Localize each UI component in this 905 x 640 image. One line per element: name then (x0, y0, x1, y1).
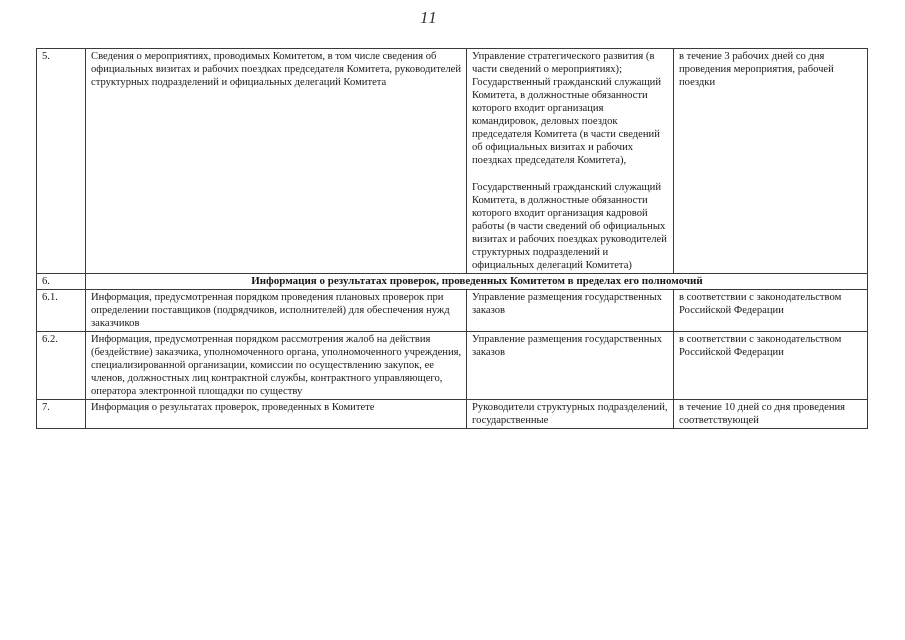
page-number: 11 (420, 8, 438, 27)
section-title: Информация о результатах проверок, проведенных Комитетом в пределах его полномочий (86, 274, 868, 290)
info-cell: Информация, предусмотренная порядком рассмотрения жалоб на действия (бездействие) заказчика, уполномоченного органа, уполномоченного учреждения, специализированной организации, комиссии по осуществлению закупок, ее членов, должностных лиц контрактной службы, контрактного управляющего, оператора электронной площадки по существу (86, 332, 467, 400)
responsible-paragraph: Управление стратегического развития (в части сведений о мероприятиях); (472, 51, 655, 75)
info-cell: Информация, предусмотренная порядком проведения плановых проверок при определении поставщиков (подрядчиков, исполнителей) для обеспечения нужд заказчиков (86, 290, 467, 332)
info-cell: Сведения о мероприятиях, проводимых Комитетом, в том числе сведения об официальных визитах и рабочих поездках председателя Комитета, руководителей структурных подразделений и официальных делегаций Комитета (86, 49, 467, 274)
term-cell: в течение 10 дней со дня проведения соответствующей (674, 400, 868, 429)
term-cell: в соответствии с законодательством Российской Федерации (674, 290, 868, 332)
table-row (37, 290, 868, 332)
info-cell: Информация о результатах проверок, проведенных в Комитете (86, 400, 467, 429)
term-cell: в течение 3 рабочих дней со дня проведения мероприятия, рабочей поездки (674, 49, 868, 274)
term-cell: в соответствии с законодательством Российской Федерации (674, 332, 868, 400)
responsible-cell: Управление размещения государственных заказов (467, 290, 674, 332)
disclosure-table (36, 48, 868, 429)
section-row (37, 274, 868, 290)
table-row (37, 49, 868, 274)
row-number: 6.2. (37, 332, 86, 400)
responsible-cell: Руководители структурных подразделений, государственные (467, 400, 674, 429)
responsible-cell (467, 49, 674, 274)
row-number: 7. (37, 400, 86, 429)
responsible-paragraph: Государственный гражданский служащий Комитета, в должностные обязанности которого входит организация кадровой работы (в части сведений об официальных визитах и рабочих поездках руководителей структурных подразделений и официальных делегаций Комитета) (472, 182, 667, 271)
row-number: 6. (37, 274, 86, 290)
table-row (37, 332, 868, 400)
row-number: 6.1. (37, 290, 86, 332)
responsible-paragraph: Государственный гражданский служащий Комитета, в должностные обязанности которого входит организация командировок, деловых поездок председателя Комитета (в части сведений об официальных визитах и рабочих поездках председателя Комитета), (472, 77, 662, 166)
responsible-cell: Управление размещения государственных заказов (467, 332, 674, 400)
row-number: 5. (37, 49, 86, 274)
table-row (37, 400, 868, 429)
